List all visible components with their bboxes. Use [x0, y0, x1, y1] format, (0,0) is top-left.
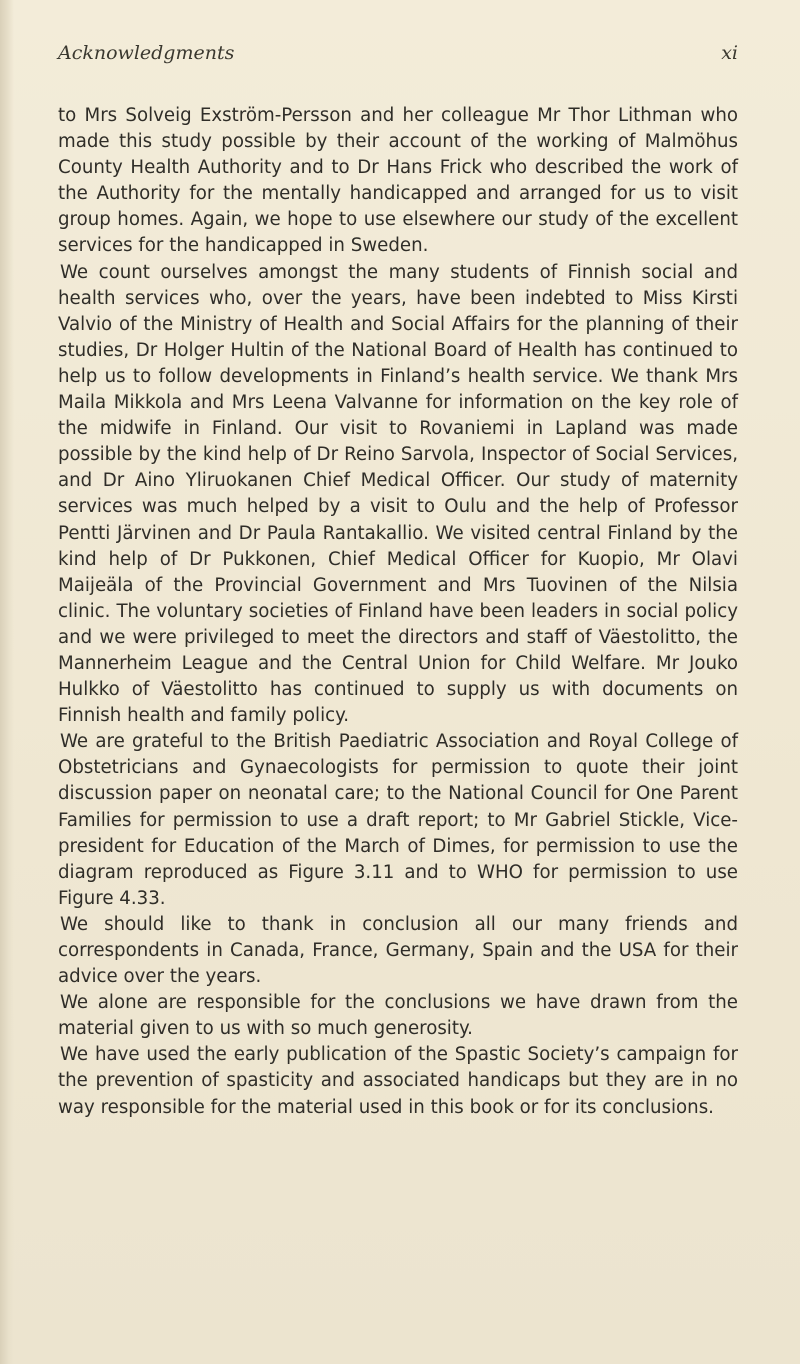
paragraph: We alone are responsible for the conclusions we have drawn from the material given to us with so much generosity.: [58, 992, 738, 1040]
running-head: [58, 42, 738, 72]
running-head-title: Acknowledgments: [58, 42, 235, 64]
paragraph: We are grateful to the British Paediatric Association and Royal College of Obstetricians and Gynaecologists for permission to quote their joint discussion paper on neonatal care; to the National Council for One Parent Families for permission to use a draft report; to Mr Gabriel Stickle, Vice-president for Education of the March of Dimes, for permission to use the diagram reproduced as Figure 3.11 and to WHO for permission to use Figure 4.33.: [58, 731, 738, 909]
page-number: xi: [721, 42, 738, 64]
page-gutter-shadow: [0, 0, 14, 1364]
paragraph: We have used the early publication of the Spastic Society’s campaign for the prevention of spasticity and associated handicaps but they are in no way responsible for the material used in this book or for its conclusions.: [58, 1044, 738, 1118]
paragraph: We should like to thank in conclusion all our many friends and correspondents in Canada, France, Germany, Spain and the USA for their advice over the years.: [58, 913, 738, 988]
paragraph: We count ourselves amongst the many students of Finnish social and health services who, over the years, have been indebted to Miss Kirsti Valvio of the Ministry of Health and Social Affairs for the planning of their studies, Dr Holger Hultin of the National Board of Health has continued to help us to follow developments in Finland’s health service. We thank Mrs Maila Mikkola and Mrs Leena Valvanne for information on the key role of the midwife in Finland. Our visit to Rovaniemi in Lapland was made possible by the kind help of Dr Reino Sarvola, Inspector of Social Services, and Dr Aino Yliruokanen Chief Medical Officer. Our study of maternity services was much helped by a visit to Oulu and the help of Professor Pentti Järvinen and Dr Paula Rantakallio. We visited central Finland by the kind help of Dr Pukkonen, Chief Medical Officer for Kuopio, Mr Olavi Maijeäla of the Provincial Government and Mrs Tuovinen of the Nilsia clinic. The voluntary societies of Finland have been leaders in social policy and we were privileged to meet the directors and staff of Väestolitto, the Mannerheim League and the Central Union for Child Welfare. Mr Jouko Hulkko of Väestolitto has continued to supply us with documents on Finnish health and family policy.: [58, 261, 738, 727]
body-text: [58, 103, 738, 1121]
paragraph: to Mrs Solveig Exström-Persson and her colleague Mr Thor Lithman who made this study possible by their account of the working of Malmöhus County Health Authority and to Dr Hans Frick who described the work of the Authority for the mentally handicapped and arranged for us to visit group homes. Again, we hope to use elsewhere our study of the excellent services for the handicapped in Sweden.: [58, 105, 738, 257]
